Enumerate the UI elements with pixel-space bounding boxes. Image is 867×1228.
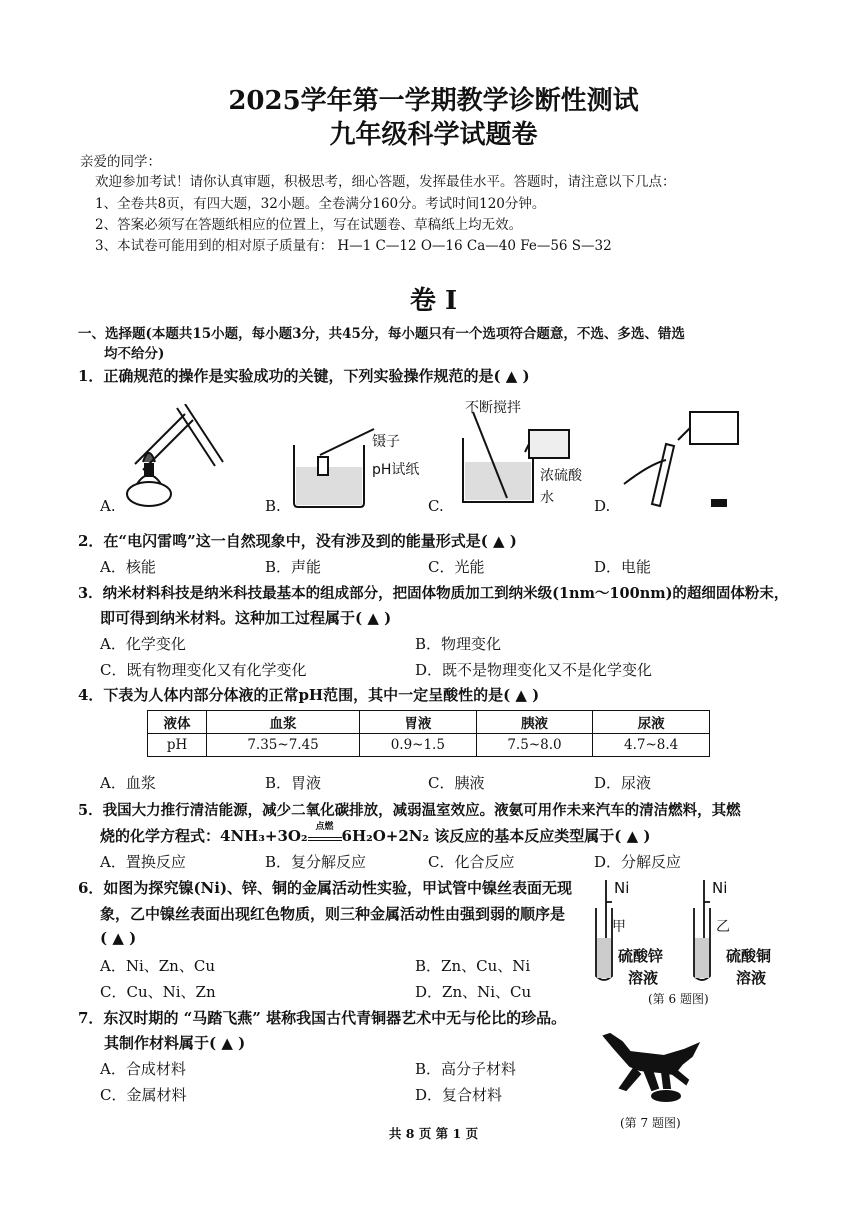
question-3-option-d[interactable]: D．既不是物理变化又不是化学变化 bbox=[415, 661, 653, 679]
label-ph-paper: pH试纸 bbox=[372, 462, 420, 478]
question-3-option-c[interactable]: C．既有物理变化又有化学变化 bbox=[100, 661, 307, 679]
equation-right: 6H₂O+2N₂ 该反应的基本反应类型属于( ▲ ) bbox=[341, 827, 651, 845]
question-7-stem-cont: 其制作材料属于( ▲ ) bbox=[104, 1034, 246, 1052]
question-5-option-b[interactable]: B．复分解反应 bbox=[265, 853, 367, 871]
question-5-stem: 5．我国大力推行清洁能源，减少二氧化碳排放，减弱温室效应。液氨可用作未来汽车的清洁燃料，其燃 bbox=[78, 802, 741, 819]
question-7-option-a[interactable]: A．合成材料 bbox=[100, 1060, 186, 1078]
section-instructions-cont: 均不给分) bbox=[104, 346, 165, 362]
exam-subtitle: 九年级科学试题卷 bbox=[329, 120, 538, 150]
table-cell: 0.9~1.5 bbox=[360, 734, 477, 757]
label-ni-1: Ni bbox=[614, 879, 630, 897]
table-row bbox=[148, 711, 710, 734]
label-water: 水 bbox=[540, 490, 554, 506]
question-4-option-c[interactable]: C．胰液 bbox=[428, 774, 485, 792]
question-6-option-a[interactable]: A．Ni、Zn、Cu bbox=[100, 957, 215, 975]
question-2-option-b[interactable]: B．声能 bbox=[265, 558, 322, 576]
label-cuso4: 硫酸铜 bbox=[726, 947, 772, 965]
intro-text: 欢迎参加考试！请你认真审题，积极思考，细心答题，发挥最佳水平。答题时，请注意以下几点： bbox=[95, 174, 676, 190]
question-7-option-d[interactable]: D．复合材料 bbox=[415, 1086, 503, 1104]
label-solution-2: 溶液 bbox=[736, 969, 767, 987]
table-header-cell: 胰液 bbox=[476, 711, 593, 734]
label-znso4: 硫酸锌 bbox=[618, 947, 664, 965]
reaction-arrow bbox=[308, 822, 342, 841]
question-2-option-a[interactable]: A．核能 bbox=[100, 558, 156, 576]
question-3-stem: 3．纳米材料科技是纳米科技最基本的组成部分，把固体物质加工到纳米级(1nm～100nm)的超细固体粉末， bbox=[78, 585, 789, 602]
question-7-option-c[interactable]: C．金属材料 bbox=[100, 1086, 187, 1104]
section-title: 卷 I bbox=[409, 286, 458, 316]
label-solution-1: 溶液 bbox=[628, 969, 659, 987]
page-footer: 共 8 页 第 1 页 bbox=[388, 1126, 479, 1141]
table-cell: 7.5~8.0 bbox=[476, 734, 593, 757]
question-1-stem: 1．正确规范的操作是实验成功的关键，下列实验操作规范的是( ▲ ) bbox=[78, 367, 530, 385]
question-6-stem-cont: 象，乙中镍丝表面出现红色物质，则三种金属活动性由强到弱的顺序是 bbox=[100, 905, 566, 923]
question-1-option-c[interactable]: C. bbox=[428, 497, 444, 515]
table-cell: 4.7~8.4 bbox=[593, 734, 710, 757]
label-acid: 浓硫酸 bbox=[540, 468, 582, 484]
question-6-option-b[interactable]: B．Zn、Cu、Ni bbox=[415, 957, 531, 975]
question-3-option-b[interactable]: B．物理变化 bbox=[415, 635, 502, 653]
figure-7-caption: (第 7 题图) bbox=[620, 1116, 681, 1130]
table-header-cell: 胃液 bbox=[360, 711, 477, 734]
question-5-option-d[interactable]: D．分解反应 bbox=[594, 853, 682, 871]
question-7-stem: 7．东汉时期的 “马踏飞燕” 堪称我国古代青铜器艺术中无与伦比的珍品。 bbox=[78, 1009, 567, 1027]
table-row bbox=[148, 734, 710, 757]
question-5-equation bbox=[100, 822, 651, 846]
question-5-option-a[interactable]: A．置换反应 bbox=[100, 853, 186, 871]
question-5-option-c[interactable]: C．化合反应 bbox=[428, 853, 515, 871]
figure-6-caption: (第 6 题图) bbox=[648, 992, 709, 1006]
question-1-option-d[interactable]: D. bbox=[594, 497, 611, 515]
label-tube-yi: 乙 bbox=[716, 919, 730, 935]
table-header-cell: 液体 bbox=[148, 711, 207, 734]
question-6-stem-end: ( ▲ ) bbox=[100, 929, 137, 947]
figure-1b-ph-test bbox=[286, 425, 386, 510]
question-2-option-d[interactable]: D．电能 bbox=[594, 558, 652, 576]
question-2-option-c[interactable]: C．光能 bbox=[428, 558, 485, 576]
reaction-condition: 点燃 bbox=[315, 822, 334, 832]
question-3-stem-cont: 即可得到纳米材料。这种加工过程属于( ▲ ) bbox=[100, 609, 392, 627]
question-7-option-b[interactable]: B．高分子材料 bbox=[415, 1060, 517, 1078]
question-2-stem: 2．在“电闪雷鸣”这一自然现象中，没有涉及到的能量形式是( ▲ ) bbox=[78, 532, 517, 550]
figure-1a-heating bbox=[115, 404, 225, 514]
question-4-option-d[interactable]: D．尿液 bbox=[594, 774, 652, 792]
section-instructions: 一、选择题(本题共15小题，每小题3分，共45分，每小题只有一个选项符合题意，不选、多选、错选 bbox=[78, 326, 685, 342]
label-stir: 不断搅拌 bbox=[465, 400, 521, 416]
question-6-stem: 6．如图为探究镍(Ni)、锌、铜的金属活动性实验，甲试管中镍丝表面无现 bbox=[78, 879, 573, 897]
question-4-option-b[interactable]: B．胃液 bbox=[265, 774, 322, 792]
table-cell: 7.35~7.45 bbox=[207, 734, 360, 757]
table-header-cell: 尿液 bbox=[593, 711, 710, 734]
question-1-option-b[interactable]: B. bbox=[265, 497, 281, 515]
greeting: 亲爱的同学： bbox=[80, 154, 161, 170]
exam-title: 2025学年第一学期教学诊断性测试 bbox=[228, 86, 639, 116]
note-item-2: 2、答案必须写在答题纸相应的位置上，写在试题卷、草稿纸上均无效。 bbox=[95, 217, 523, 233]
question-4-option-a[interactable]: A．血浆 bbox=[100, 774, 156, 792]
question-6-option-d[interactable]: D．Zn、Ni、Cu bbox=[415, 983, 532, 1001]
ph-table bbox=[147, 710, 710, 757]
note-item-1: 1、全卷共8页，有四大题，32小题。全卷满分160分。考试时间120分钟。 bbox=[95, 196, 546, 212]
figure-1d-pouring bbox=[620, 404, 750, 514]
equation-left: 烧的化学方程式：4NH₃+3O₂ bbox=[100, 827, 308, 845]
label-tweezers: 镊子 bbox=[372, 434, 400, 450]
figure-7-bronze-horse bbox=[600, 1026, 710, 1108]
question-6-option-c[interactable]: C．Cu、Ni、Zn bbox=[100, 983, 216, 1001]
label-ni-2: Ni bbox=[712, 879, 728, 897]
table-cell: pH bbox=[148, 734, 207, 757]
label-tube-jia: 甲 bbox=[612, 919, 626, 935]
table-header-cell: 血浆 bbox=[207, 711, 360, 734]
question-1-option-a[interactable]: A. bbox=[100, 497, 116, 515]
note-item-3: 3、本试卷可能用到的相对原子质量有： H—1 C—12 O—16 Ca—40 Fe—56 S—32 bbox=[95, 238, 612, 254]
figure-1c-dilution bbox=[455, 410, 585, 510]
question-4-stem: 4．下表为人体内部分体液的正常pH范围，其中一定呈酸性的是( ▲ ) bbox=[78, 686, 540, 704]
question-3-option-a[interactable]: A．化学变化 bbox=[100, 635, 186, 653]
